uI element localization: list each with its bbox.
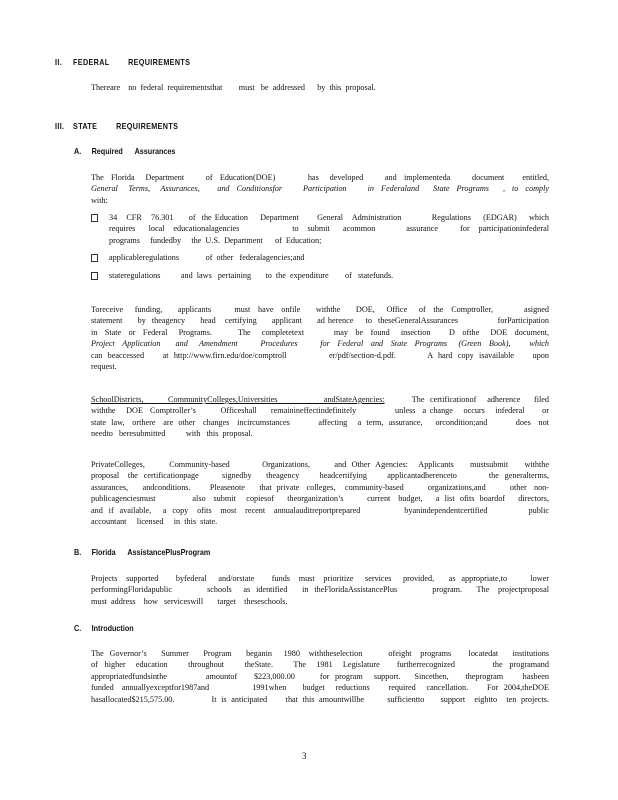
text-line: with: [91, 195, 108, 205]
section-title: STATE REQUIREMENTS [73, 121, 179, 131]
paragraph-introduction [91, 648, 549, 705]
text-line: General Terms, Assurances, and Conditionsfor Participation in Federaland State Programs , to comply [91, 184, 549, 194]
text-line: requires local educationalagencies to submit acommon assurance for participationinfederal [109, 224, 549, 234]
text-line: funded annuallyexceptfor1987and 1991when budget reductions required cancellation. For 2004,theDOE [91, 683, 549, 693]
text-line: publicagenciesmust also submit copiesof theorganization’s current budget, a list ofits boardof directors, [91, 494, 549, 504]
text-line: The Governor’s Summer Program beganin 1980 withtheselection ofeight programs locatedat institutions [91, 649, 549, 658]
subsection-title: Required Assurances [91, 147, 176, 156]
checkbox-bullet-icon [91, 214, 98, 222]
page-number: 3 [302, 751, 307, 761]
list-item [91, 270, 549, 281]
paragraph-receive-funding [91, 304, 549, 372]
subsection-label: A. [74, 147, 82, 156]
text-line: can beaccessed at http://www.firn.edu/doe/comptroll er/pdf/section-d.pdf. A hard copy isavailable upon [91, 350, 549, 360]
text-line: in State or Federal Programs. The completetext may be found insection D ofthe DOE document, [91, 327, 549, 337]
text-fragment: The certificationof adherence filed [411, 395, 550, 404]
text-line: needto beresubmitted with this proposal. [91, 429, 253, 439]
list-item [91, 212, 549, 246]
text-line: request. [91, 361, 117, 371]
section-title: FEDERAL REQUIREMENTS [73, 57, 191, 67]
subheading-florida-assistance-plus [74, 548, 210, 557]
bullet-list [91, 212, 549, 285]
text-line: Thereare no federal requirementsthat must be addressed by this proposal. [91, 83, 376, 92]
text-line: performingFloridapublic schools as identified in theFloridaAssistancePlus program. The projectproposal [91, 585, 549, 595]
text-line: statement by theagency head certifying applicant ad herence to theseGeneralAssurances forParticipation [91, 316, 549, 326]
text-line: proposal the certificationpage signedby theagency headcertifying applicantadherenceto the generalterms, [91, 471, 549, 481]
subheading-introduction [74, 624, 134, 633]
section-heading-state [55, 121, 178, 131]
subsection-title: Introduction [91, 624, 134, 633]
paragraph-private-colleges [91, 459, 549, 527]
text-line: applicableregulations of other federalagencies;and [109, 253, 305, 263]
text-line: withthe DOE Comptroller’s Officeshall remainineffectindefinitely unless a change occurs infederal or [91, 406, 549, 416]
section-heading-federal [55, 57, 190, 67]
text-line: accountant licensed in this state. [91, 516, 218, 526]
text-line: assurances, andconditions. Pleasenote that private colleges, community-based organizations,and other non- [91, 482, 549, 492]
text-line: stateregulations and laws pertaining to the expenditure of statefunds. [109, 270, 394, 280]
subsection-title: Florida AssistancePlusProgram [91, 548, 211, 557]
text-line: must address how serviceswill target theseschools. [91, 596, 288, 606]
text-line: of higher education throughout theState. The 1981 Legislature furtherrecognized the programand [91, 660, 549, 670]
section-number: II. [55, 57, 63, 67]
paragraph-school-districts [91, 394, 549, 440]
text-line: hasallocated$215,575.00. It is anticipated that this amountwillbe sufficientto support eightto ten projects. [91, 694, 549, 704]
text-line: programs fundedby the U.S. Department of Education; [109, 235, 322, 245]
paragraph-assistance-plus [91, 573, 549, 607]
checkbox-bullet-icon [91, 254, 98, 262]
subsection-label: B. [74, 548, 82, 557]
text-line: 34 CFR 76.301 of the Education Department General Administration Regulations (EDGAR) which [109, 213, 549, 222]
checkbox-bullet-icon [91, 272, 98, 280]
text-line [91, 394, 549, 405]
subsection-label: C. [74, 624, 82, 633]
section-number: III. [55, 121, 65, 131]
paragraph-doe-intro [91, 172, 549, 206]
text-line: appropriatedfundsinthe amountof $223,000.00 for program support. Sincethen, theprogram hasbeen [91, 671, 549, 681]
list-item [91, 252, 549, 263]
federal-body [91, 82, 549, 93]
text-line: PrivateColleges, Community-based Organizations, and Other Agencies: Applicants mustsubmit withthe [91, 460, 549, 469]
text-line: state law, orthere are other changes incircumstances affecting a term, assurance, orcondition;and does not [91, 417, 549, 427]
text-line: and if available, a copy ofits most recent annualauditreportprepared byanindependentcertified public [91, 505, 549, 515]
text-line: Project Application and Amendment Procedures for Federal and State Programs (Green Book), which [91, 339, 549, 349]
text-line: Projects supported byfederal and/orstate funds must prioritize services provided, as appropriate,to lower [91, 574, 549, 583]
subheading-required-assurances [74, 147, 175, 156]
text-line: Toreceive funding, applicants must have onfile withthe DOE, Office of the Comptroller, asigned [91, 305, 549, 314]
underlined-lead: SchoolDistricts, CommunityColleges,Universities andStateAgencies: [91, 395, 385, 404]
text-line: The Florida Department of Education(DOE) has developed and implementeda document entitled, [91, 173, 549, 182]
